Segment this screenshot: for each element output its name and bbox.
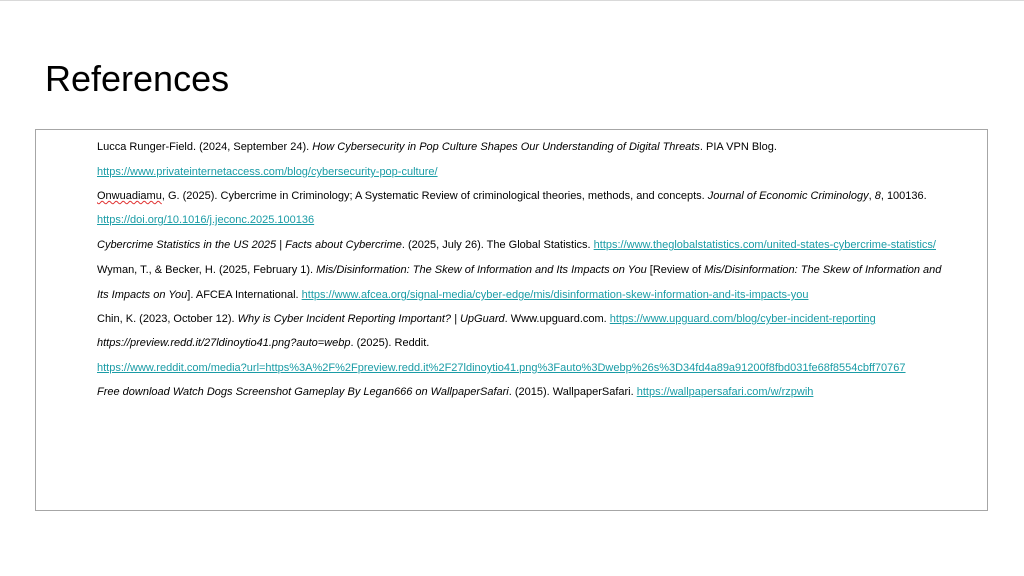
reference-title: https://preview.redd.it/27ldinoytio41.png?auto=webp <box>97 337 351 349</box>
reference-review-title: Its Impacts on You <box>97 289 188 301</box>
reference-6 <box>97 336 429 350</box>
reference-title: Free download Watch Dogs Screenshot Gameplay By Legan666 on WallpaperSafari <box>97 386 509 398</box>
reference-6-url-line <box>97 361 906 375</box>
spellcheck-word: Onwuadiamu <box>97 190 162 202</box>
reference-source: . (2025, July 26). The Global Statistics. <box>401 239 594 251</box>
reference-journal: Journal of Economic Criminology <box>707 190 869 202</box>
reference-3 <box>97 238 936 252</box>
reference-review-prefix: [Review of <box>646 264 705 276</box>
reference-4 <box>97 263 941 277</box>
reference-5 <box>97 312 876 326</box>
reference-2 <box>97 189 927 203</box>
reference-title: Cybercrime Statistics in the US 2025 | Facts about Cybercrime <box>97 239 402 251</box>
references-box <box>35 129 988 511</box>
reference-2-url-line <box>97 213 314 227</box>
reference-sep: , <box>868 190 875 202</box>
reference-author: Chin, K. (2023, October 12). <box>97 313 238 325</box>
reference-title: Mis/Disinformation: The Skew of Information and Its Impacts on You <box>316 264 647 276</box>
reference-author: Wyman, T., & Becker, H. (2025, February 1). <box>97 264 317 276</box>
reference-link[interactable]: https://wallpapersafari.com/w/rzpwih <box>636 386 814 398</box>
reference-author: Lucca Runger-Field. (2024, September 24). <box>97 141 313 153</box>
reference-link[interactable]: https://doi.org/10.1016/j.jeconc.2025.100136 <box>97 214 315 226</box>
reference-link[interactable]: https://www.privateinternetaccess.com/blog/cybersecurity-pop-culture/ <box>97 166 438 178</box>
top-border <box>0 0 1024 1</box>
reference-7 <box>97 385 813 399</box>
reference-source: . Www.upguard.com. <box>504 313 610 325</box>
reference-volume: 8 <box>874 190 881 202</box>
reference-pages: , 100136. <box>880 190 927 202</box>
reference-title: How Cybersecurity in Pop Culture Shapes Our Understanding of Digital Threats <box>312 141 700 153</box>
reference-link[interactable]: https://www.upguard.com/blog/cyber-incident-reporting <box>609 313 876 325</box>
reference-review-title: Mis/Disinformation: The Skew of Information and <box>704 264 942 276</box>
reference-source: . (2025). Reddit. <box>350 337 430 349</box>
reference-source: . (2015). WallpaperSafari. <box>508 386 637 398</box>
slide-title: References <box>45 58 230 99</box>
reference-1 <box>97 140 777 154</box>
reference-link[interactable]: https://www.reddit.com/media?url=https%3A%2F%2Fpreview.redd.it%2F27ldinoytio41.png%3Fauto%3Dwebp%26s%3D34fd4a89a91200f8fbd031fe68f8554cbff70767 <box>97 362 906 374</box>
reference-4-continued <box>97 288 808 302</box>
reference-link[interactable]: https://www.afcea.org/signal-media/cyber-edge/mis/disinformation-skew-information-and-its-impacts-you <box>301 289 809 301</box>
reference-text: , G. (2025). Cybercrime in Criminology; A Systematic Review of criminological theories, methods, and concepts. <box>161 190 708 202</box>
reference-source: ]. AFCEA International. <box>187 289 302 301</box>
reference-1-url-line <box>97 165 438 179</box>
reference-link[interactable]: https://www.theglobalstatistics.com/united-states-cybercrime-statistics/ <box>593 239 936 251</box>
reference-title: Why is Cyber Incident Reporting Important? | UpGuard <box>237 313 505 325</box>
reference-source: . PIA VPN Blog. <box>699 141 777 153</box>
